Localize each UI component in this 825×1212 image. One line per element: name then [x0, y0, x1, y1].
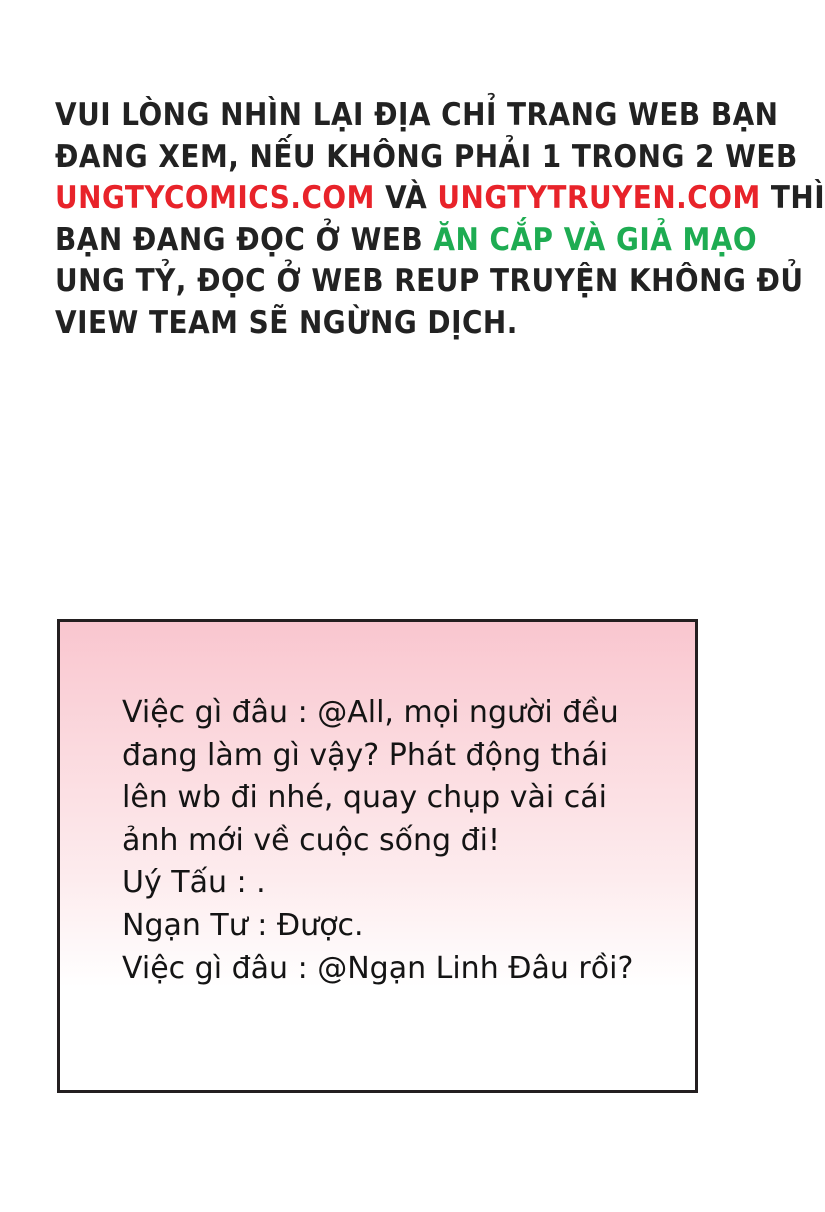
notice-highlight-green: ĂN CẮP VÀ GIẢ MẠO — [433, 221, 758, 258]
chat-message: lên wb đi nhé, quay chụp vài cái — [122, 780, 607, 816]
notice-text: VIEW TEAM SẼ NGỪNG DỊCH. — [55, 304, 518, 341]
notice-text: VUI LÒNG NHÌN LẠI ĐỊA CHỈ TRANG WEB BẠN — [55, 97, 779, 133]
notice-line — [55, 178, 825, 220]
chat-message: Uý Tấu : . — [122, 865, 266, 901]
chat-message: Việc gì đâu : @All, mọi người đều — [122, 695, 619, 730]
notice-line — [55, 261, 804, 303]
notice-text: UNG TỶ, ĐỌC Ở WEB REUP TRUYỆN KHÔNG ĐỦ — [55, 263, 804, 300]
notice-line — [55, 220, 758, 262]
chat-message: ảnh mới về cuộc sống đi! — [122, 822, 501, 858]
notice-line — [55, 137, 798, 179]
notice-text: THÌ — [760, 180, 825, 217]
notice-line — [55, 95, 779, 137]
site-domain-secondary: UNGTYTRUYEN.COM — [437, 180, 761, 217]
notice-text: BẠN ĐANG ĐỌC Ở WEB — [55, 221, 434, 258]
chat-message: đang làm gì vậy? Phát động thái — [122, 737, 609, 773]
notice-text: VÀ — [374, 180, 438, 217]
notice-line — [55, 303, 705, 345]
site-warning-notice — [55, 95, 825, 344]
chat-message: Việc gì đâu : @Ngạn Linh Đâu rồi? — [122, 950, 634, 986]
chat-message: Ngạn Tư : Được. — [122, 907, 364, 943]
chat-message-list — [122, 692, 669, 990]
notice-text: ĐANG XEM, NẾU KHÔNG PHẢI 1 TRONG 2 WEB — [55, 138, 798, 175]
chat-dialogue-box — [57, 619, 698, 1093]
site-domain-primary: UNGTYCOMICS.COM — [55, 180, 375, 217]
